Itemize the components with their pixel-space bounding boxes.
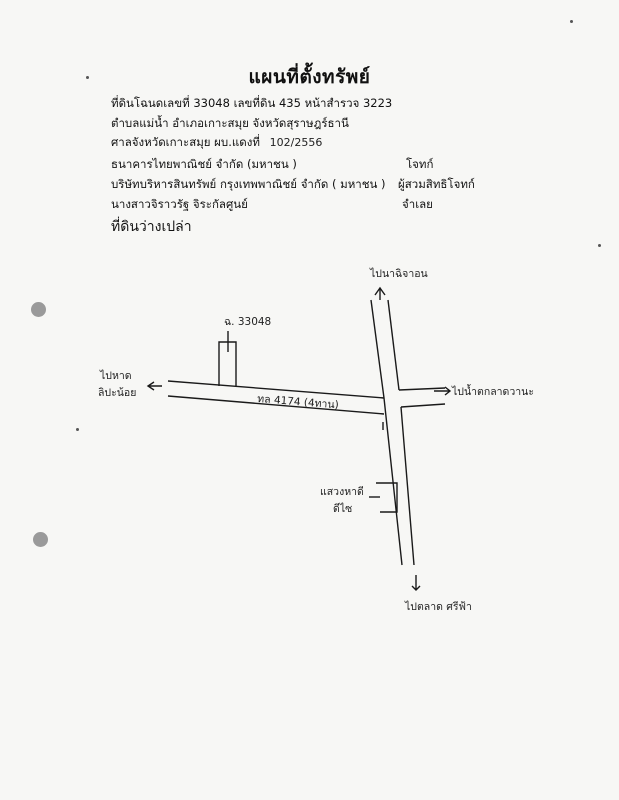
landmark-label-1: แสวงหาดี [320,486,364,498]
party2-role: ผู้สวมสิทธิโจทก์ [398,177,475,191]
party1-role: โจทก์ [406,157,434,171]
label-to-north: ไปนาฉิจาอน [370,268,428,280]
arrow-north-icon [375,288,385,300]
label-to-west-2: ลิปะน้อย [98,387,137,399]
road-east-bottom [401,404,445,407]
landmark-label-2: ดีไซ [333,503,353,515]
label-to-west-1: ไปหาด [100,370,132,382]
court-label: ศาลจังหวัดเกาะสมุย ผบ.แดงที่ [111,135,260,149]
road-ns-east-lower [401,407,414,565]
party1-name: ธนาคารไทยพาณิชย์ จำกัด (มหาชน ) [111,157,297,171]
road-east-top [399,388,445,390]
page-title: แผนที่ตั้งทรัพย์ [248,66,371,88]
deed-line: ที่ดินโฉนดเลขที่ 33048 เลขที่ดิน 435 หน้าสำรวจ 3223 [111,96,393,110]
case-number: 102/2556 [269,136,323,149]
road-label: ทล 4174 (4ทาน) [256,392,340,412]
arrow-south-icon [412,575,420,590]
location-line: ตำบลแม่น้ำ อำเภอเกาะสมุย จังหวัดสุราษฎร์ธานี [111,116,349,130]
label-to-south: ไปตลาด ศรีฟ้า [405,601,472,613]
plot-number-label: ฉ. 33048 [224,316,272,328]
arrow-west-icon [148,382,162,390]
road-ns-west-edge [371,300,402,565]
road-ns-east-edge [388,300,399,390]
party3-name: นางสาวจิราวรัฐ จิระกัลศูนย์ [111,197,248,211]
party2-name: บริษัทบริหารสินทรัพย์ กรุงเทพพาณิชย์ จำกัด ( มหาชน ) [111,177,386,191]
land-status: ที่ดินว่างเปล่า [111,219,192,235]
party3-role: จำเลย [402,197,433,211]
label-to-east: ไปน้ำตกลาดวานะ [452,386,534,398]
